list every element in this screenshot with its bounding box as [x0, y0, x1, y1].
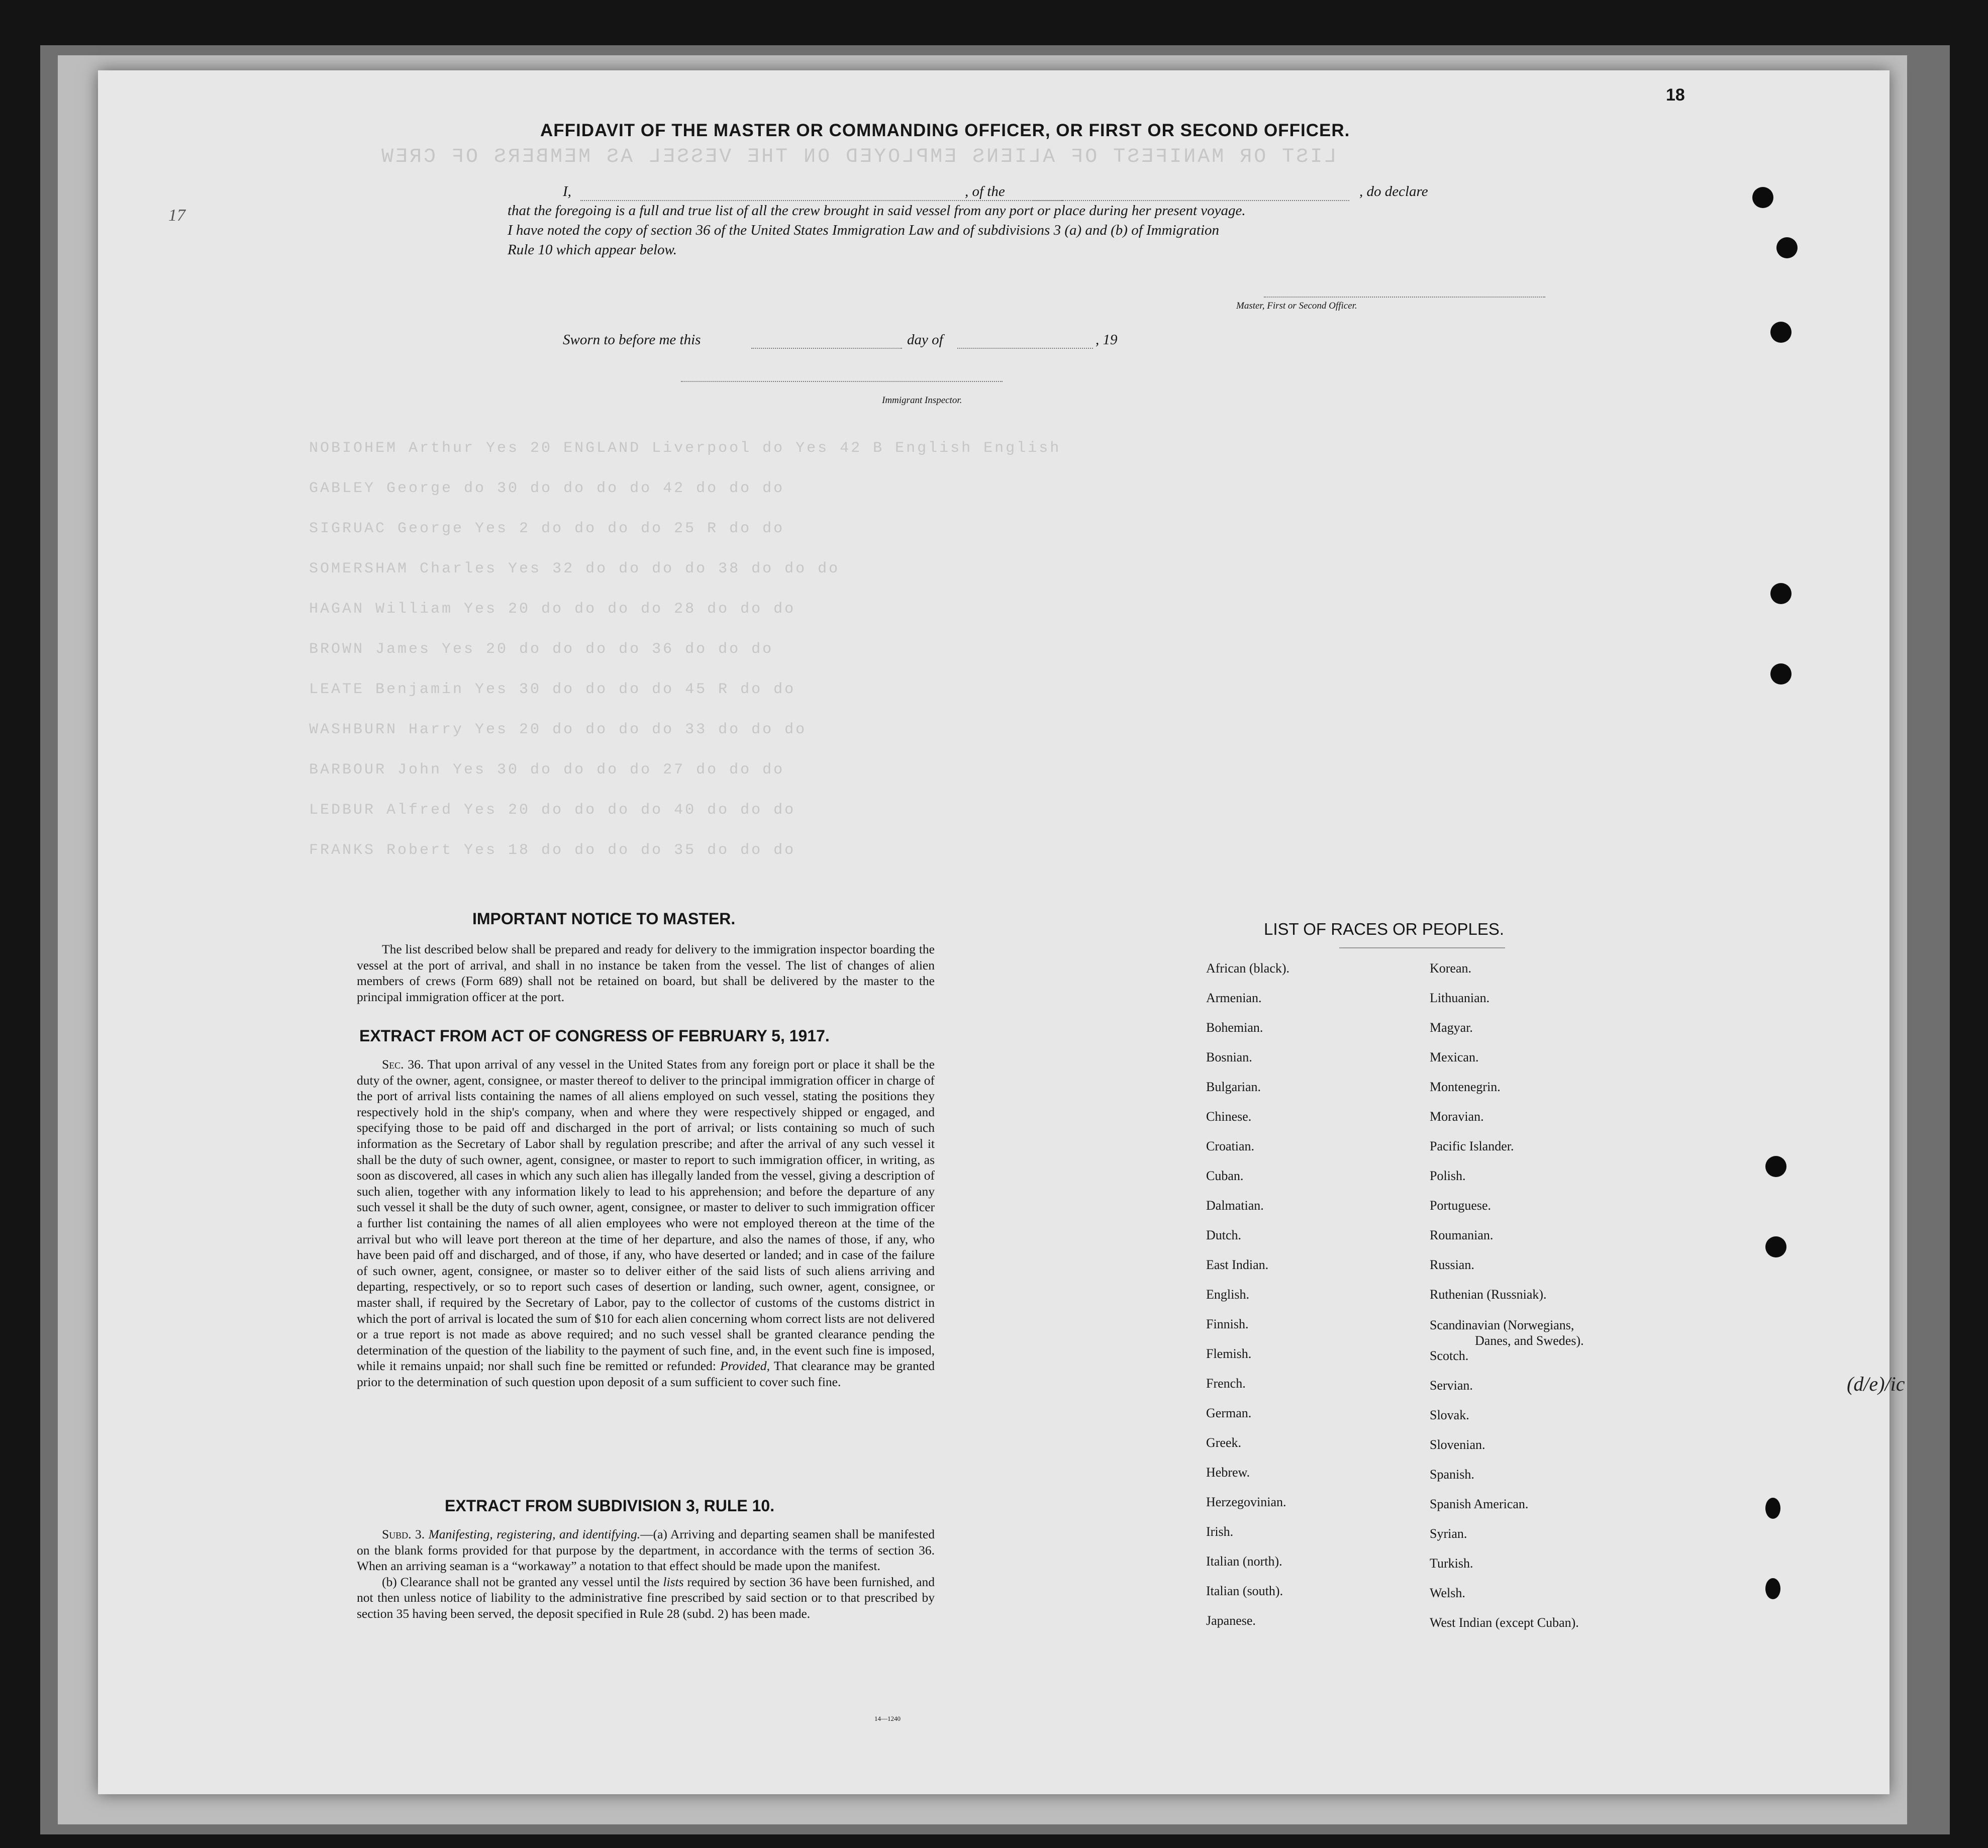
name-blank [580, 200, 1063, 201]
race-col2-item: Scandinavian (Norwegians, [1430, 1318, 1574, 1332]
subd-label: Subd. 3. [382, 1527, 425, 1541]
race-col1-item: Dalmatian. [1206, 1198, 1264, 1213]
affidavit-line4: Rule 10 which appear below. [508, 242, 677, 258]
punch-hole [1770, 322, 1792, 343]
affidavit-of-the: , of the [965, 183, 1005, 200]
rule-b-lists: lists [663, 1574, 684, 1589]
affidavit-i: I, [563, 183, 571, 200]
race-col1-item: East Indian. [1206, 1257, 1269, 1272]
page-number: 18 [1666, 85, 1685, 105]
provided-word: Provided, [720, 1358, 770, 1374]
race-col1-item: Italian (north). [1206, 1554, 1282, 1569]
race-col1-item: German. [1206, 1406, 1252, 1420]
inspector-signature-line [681, 381, 1003, 382]
race-col2-item: Slovak. [1430, 1408, 1469, 1422]
affidavit-line3: I have noted the copy of section 36 of the United States Immigration Law and of subdivisions 3 (a) and (b) of Immigration [508, 222, 1220, 238]
race-col1-item: Dutch. [1206, 1228, 1242, 1242]
race-col1-item: Cuban. [1206, 1169, 1244, 1183]
sec-36-body: That upon arrival of any vessel in the United States from any foreign port or place it shall be the duty of the owner, agent, consignee, or master thereof to deliver to the principal immigration officer in charge of the port of arrival lists containing the names of all aliens employed on such vessel, stating the positions they respectively hold in the ship's company, when and where they were respectively shipped or engaged, and specifying those to be paid off and discharged in the port of arrival; or lists containing so much of such information as the Secretary of Labor shall by regulation prescribe; and after the arrival of any such vessel it shall be the duty of such owner, agent, consignee, or master to report to such immigration officer, in writing, as soon as discovered, all cases in which any such alien has illegally landed from the vessel, giving a description of such alien, together with any information likely to lead to his apprehension; and before the departure of any such vessel it shall be the duty of such owner, agent, consignee, or master to deliver to such immigration officer a further list containing the names of all alien employees who were not employed thereon at the time of the arrival but who will leave port thereon at the time of her departure, and also the names of those, if any, who have been paid off and discharged, and of those, if any, who have deserted or landed; and in case of the failure of such owner, agent, consignee, or master so to deliver either of the said lists of such aliens arriving and departing, respectively, or so to report such cases of desertion or landing, such owner, agent, consignee, or master shall, if required by the Secretary of Labor, pay to the collector of customs of the customs district in which the port of arrival is located the sum of $10 for each alien concerning whom correct lists are not delivered or a true report is not made as above required; and no such vessel shall be granted clearance pending the determination of the question of the liability to the payment of such fine, and, in the event such fine is imposed, while it remains unpaid; nor shall such fine be remitted or refunded: [357, 1057, 935, 1374]
punch-hole [1765, 1578, 1780, 1599]
race-col2-item: Russian. [1430, 1257, 1474, 1272]
race-col1-item: Armenian. [1206, 991, 1262, 1005]
race-col2-item: Magyar. [1430, 1020, 1473, 1035]
punch-hole [1752, 187, 1773, 208]
subd-title: Manifesting, registering, and identifying. [428, 1527, 641, 1541]
punch-hole [1765, 1156, 1786, 1177]
notice-text [357, 941, 935, 1005]
sworn-day-blank [751, 348, 902, 349]
extract-act-text [357, 1056, 935, 1390]
race-col2-item: Spanish American. [1430, 1497, 1529, 1511]
notice-body: The list described below shall be prepared and ready for delivery to the immigration inspector boarding the vessel at the port of arrival, and shall in no instance be taken from the vessel. The list of changes of alien members of crews (Form 689) shall not be retained on board, but shall be delivered by the master to the principal immigration officer at the port. [357, 942, 935, 1004]
race-col2-item: Syrian. [1430, 1526, 1467, 1541]
bleed-through-heading: LIST OR MANIFEST OF ALIENS EMPLOYED ON THE VESSEL AS MEMBERS OF CREW [379, 146, 1337, 168]
race-col1-item: Herzegovinian. [1206, 1495, 1286, 1509]
race-col2-item: Welsh. [1430, 1586, 1465, 1600]
race-col2-item: Portuguese. [1430, 1198, 1492, 1213]
bleed-through-row: FRANKS Robert Yes 18 do do do do 35 do do do [309, 842, 796, 859]
master-caption: Master, First or Second Officer. [1236, 301, 1357, 311]
rule-paragraph-a [357, 1526, 935, 1574]
inspector-caption: Immigrant Inspector. [882, 395, 962, 406]
race-col2-item: West Indian (except Cuban). [1430, 1615, 1579, 1630]
affidavit-line2: that the foregoing is a full and true list of all the crew brought in said vessel from any port or place during her present voyage. [508, 203, 1246, 219]
rule-a-text: —(a) Arriving and departing seamen shall be manifested on the blank forms provided for that purpose by the department, in accordance with the terms of section 36. When an arriving seaman is a “workaway” a notation to that effect should be made upon the manifest. [357, 1527, 935, 1574]
race-col2-item: Polish. [1430, 1169, 1466, 1183]
race-col1-item: Irish. [1206, 1524, 1234, 1539]
extract-act-title: EXTRACT FROM ACT OF CONGRESS OF FEBRUARY 5, 1917. [359, 1027, 830, 1045]
vessel-blank [1033, 200, 1349, 201]
bleed-through-row: BROWN James Yes 20 do do do do 36 do do do [309, 641, 774, 658]
race-col2-item: Spanish. [1430, 1467, 1474, 1482]
race-col2-item: Slovenian. [1430, 1437, 1485, 1452]
punch-hole [1765, 1236, 1786, 1257]
bleed-through-row: LEDBUR Alfred Yes 20 do do do do 40 do do do [309, 802, 796, 819]
year-text: , 19 [1096, 332, 1118, 348]
race-col2-item: Pacific Islander. [1430, 1139, 1514, 1153]
handwritten-edge-note: (d/e)/ic [1847, 1373, 1905, 1395]
race-col2-item: Scotch. [1430, 1348, 1469, 1363]
race-col1-item: Chinese. [1206, 1109, 1252, 1124]
sec-36-end: That clearance may be granted prior to the determination of such question upon deposit of a sum sufficient to cover such fine. [357, 1358, 935, 1389]
margin-note: 17 [168, 206, 185, 225]
extract-rule-title: EXTRACT FROM SUBDIVISION 3, RULE 10. [445, 1497, 775, 1515]
master-signature-line [1264, 297, 1545, 298]
race-col2-item: Turkish. [1430, 1556, 1473, 1571]
bleed-through-row: LEATE Benjamin Yes 30 do do do do 45 R do do [309, 681, 796, 698]
notice-title: IMPORTANT NOTICE TO MASTER. [472, 910, 736, 928]
race-col2-item: Moravian. [1430, 1109, 1484, 1124]
races-title: LIST OF RACES OR PEOPLES. [1264, 920, 1505, 938]
sworn-text: Sworn to before me this [563, 332, 701, 348]
race-col2-item: Servian. [1430, 1378, 1473, 1393]
bleed-through-row: GABLEY George do 30 do do do do 42 do do do [309, 480, 785, 497]
race-col1-item: Croatian. [1206, 1139, 1255, 1153]
document-page [98, 70, 1905, 1794]
race-col1-item: Bohemian. [1206, 1020, 1263, 1035]
race-col1-item: Bulgarian. [1206, 1080, 1261, 1094]
race-col2-item: Ruthenian (Russniak). [1430, 1287, 1547, 1302]
bleed-through-row: NOBIOHEM Arthur Yes 20 ENGLAND Liverpool do Yes 42 B English English [309, 440, 1061, 457]
race-col2-item: Montenegrin. [1430, 1080, 1501, 1094]
affidavit-title: AFFIDAVIT OF THE MASTER OR COMMANDING OFFICER, OR FIRST OR SECOND OFFICER. [540, 121, 1350, 140]
race-col1-item: Flemish. [1206, 1346, 1252, 1361]
race-col2-item: Roumanian. [1430, 1228, 1494, 1242]
race-col1-item: African (black). [1206, 961, 1290, 976]
bleed-through-row: SOMERSHAM Charles Yes 32 do do do do 38 do do do [309, 560, 840, 577]
rule-b-end: required by section 36 have been furnished, and not then unless notice of liability to the administrative fine prescribed by said section or to that prescribed by section 35 having been served, the deposit specified in Rule 28 (subd. 2) has been made. [357, 1574, 935, 1621]
race-col2-item: Korean. [1430, 961, 1472, 976]
race-col1-item: Hebrew. [1206, 1465, 1250, 1480]
races-title-underline [1339, 947, 1505, 948]
form-number: 14—1240 [874, 1715, 901, 1722]
bleed-through-row: SIGRUAC George Yes 2 do do do do 25 R do do [309, 520, 785, 537]
day-of-text: day of [907, 332, 943, 348]
bleed-through-row: WASHBURN Harry Yes 20 do do do do 33 do do do [309, 721, 807, 738]
race-col2-item: Mexican. [1430, 1050, 1479, 1064]
race-col2-item: Lithuanian. [1430, 991, 1490, 1005]
race-col1-item: Italian (south). [1206, 1584, 1283, 1598]
bleed-through-row: BARBOUR John Yes 30 do do do do 27 do do do [309, 761, 785, 779]
race-col1-item: Finnish. [1206, 1317, 1249, 1331]
extract-rule-text [357, 1526, 935, 1622]
punch-hole [1765, 1498, 1780, 1519]
race-col1-item: Bosnian. [1206, 1050, 1252, 1064]
affidavit-declare: , do declare [1359, 183, 1428, 200]
punch-hole [1776, 237, 1798, 258]
race-col1-item: Japanese. [1206, 1613, 1256, 1628]
sworn-month-blank [957, 348, 1093, 349]
rule-paragraph-b [357, 1574, 935, 1622]
punch-hole [1770, 663, 1792, 685]
race-col1-item: Greek. [1206, 1435, 1242, 1450]
race-item-scandinavian-continued: Danes, and Swedes). [1475, 1333, 1584, 1348]
sec-label: Sec. 36. [382, 1057, 424, 1072]
rule-b-start: (b) Clearance shall not be granted any vessel until the [382, 1574, 660, 1589]
punch-hole [1770, 583, 1792, 604]
bleed-through-row: HAGAN William Yes 20 do do do do 28 do do do [309, 601, 796, 618]
race-col1-item: French. [1206, 1376, 1246, 1391]
race-col1-item: English. [1206, 1287, 1249, 1302]
